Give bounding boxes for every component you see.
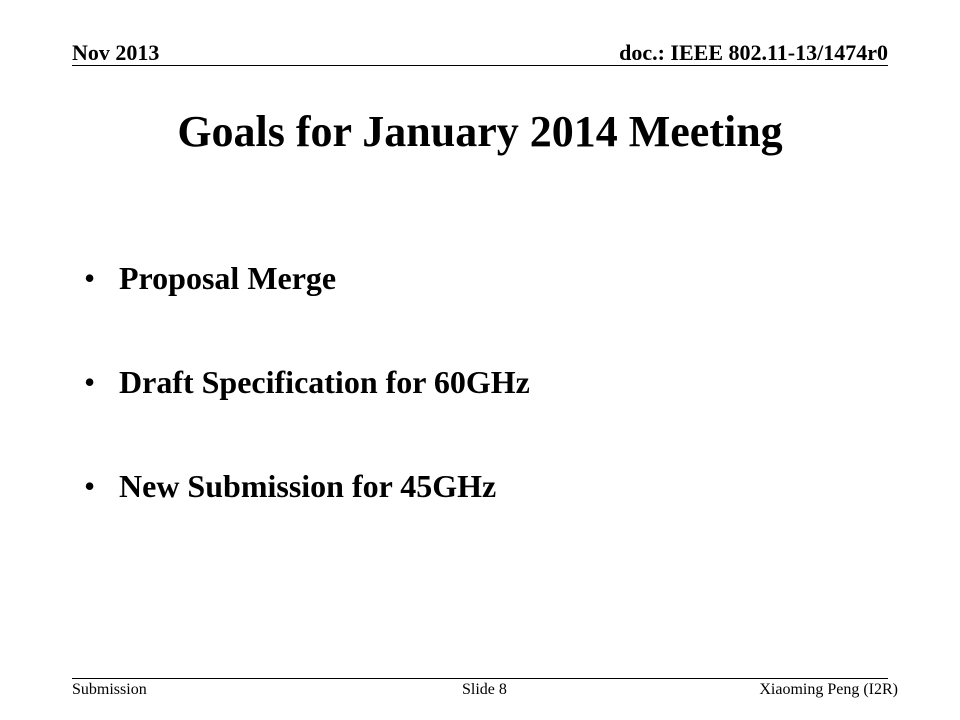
header-divider xyxy=(72,65,888,66)
bullet-text: Proposal Merge xyxy=(119,260,337,296)
bullet-text: Draft Specification for 60GHz xyxy=(119,364,530,400)
header-date: Nov 2013 xyxy=(72,40,160,65)
header-doc-id: doc.: IEEE 802.11-13/1474r0 xyxy=(619,40,888,65)
bullet-icon: • xyxy=(84,364,96,400)
footer-author: Xiaoming Peng (I2R) xyxy=(759,681,898,698)
bullet-icon: • xyxy=(84,468,96,504)
footer-divider xyxy=(72,678,888,679)
bullet-text: New Submission for 45GHz xyxy=(119,468,497,504)
bullet-icon: • xyxy=(84,260,96,296)
footer-slide-number: Slide 8 xyxy=(462,681,507,698)
slide-title: Goals for January 2014 Meeting xyxy=(177,107,783,156)
footer-submission: Submission xyxy=(72,681,147,698)
